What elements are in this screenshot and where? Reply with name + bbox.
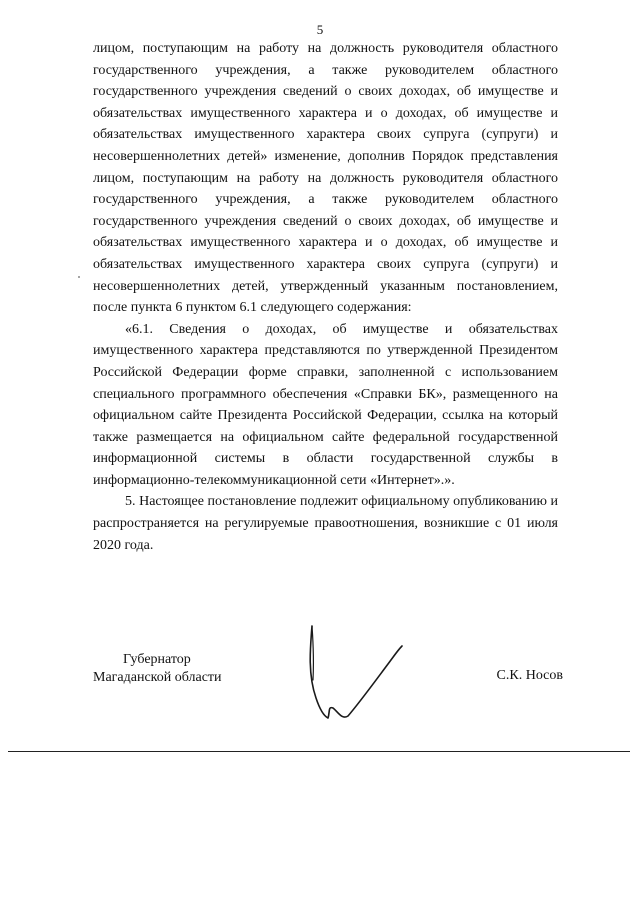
paragraph-clause-5: 5. Настоящее постановление подлежит официальному опубликованию и распространяется на регулируемые правоотношения, возникшие с 01 июля 2020 года. <box>93 494 558 553</box>
handwritten-signature <box>300 620 420 730</box>
signatory-title-line-2: Магаданской области <box>93 670 222 685</box>
signatory-title-line-1: Губернатор <box>123 652 191 667</box>
paragraph-continuation: лицом, поступающим на работу на должность руководителя областного государственного учреждения, а также руководителем областного государственного учреждения сведений о своих доходах, об имуществе и обязательствах имущественного характера и о доходах, об имуществе и обязательствах имущественного характера своих супруга (супруги) и несовершеннолетних детей» изменение, дополнив Порядок представления лицом, поступающим на работу на должность руководителя областного государственного учреждения, а также руководителем областного государственного учреждения сведений о своих доходах, об имуществе и обязательствах имущественного характера и о доходах, об имуществе и обязательствах имущественного характера своих супруга (супруги) и несовершеннолетних детей, утвержденный указанным постановлением, после пункта 6 пунктом 6.1 следующего содержания: <box>93 41 558 316</box>
bottom-divider-line <box>8 751 630 752</box>
paragraph-quoted-clause-6-1: «6.1. Сведения о доходах, об имуществе и обязательствах имущественного характера представляются по утвержденной Президентом Российской Федерации форме справки, заполненной с использованием специального программного обеспечения «Справки БК», размещенного на официальном сайте Президента Российской Федерации, ссылка на который также размещается на официальном сайте федеральной государственной информационной системы в области государственной службы в информационно-телекоммуникационной сети «Интернет».». <box>93 321 558 488</box>
signatory-name: С.К. Носов <box>496 668 563 683</box>
document-body <box>93 38 558 556</box>
scan-speck <box>78 276 80 278</box>
page-number: 5 <box>316 22 324 37</box>
